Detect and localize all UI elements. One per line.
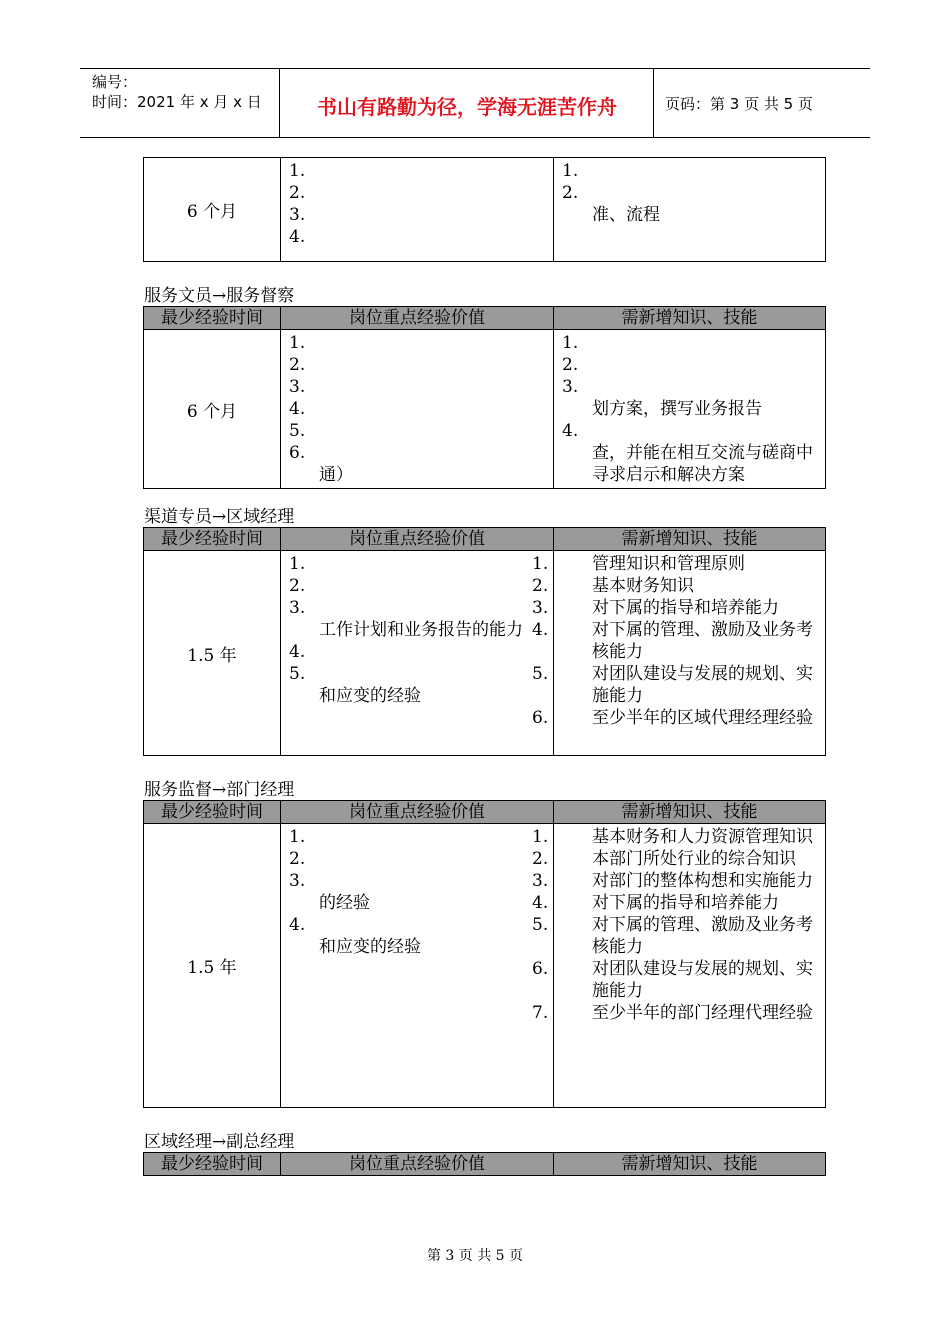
- value-cell: [281, 330, 554, 489]
- item-text: 对部门的整体构想和实施能力: [592, 871, 813, 891]
- item-number: 3.: [532, 598, 549, 618]
- list-item: [281, 892, 553, 914]
- list-item: [554, 376, 825, 398]
- item-text: 对下属的管理、激励及业务考核能力: [592, 915, 813, 957]
- skills-list: [532, 824, 825, 1026]
- item-number: 6.: [289, 443, 306, 463]
- list-item: [532, 553, 825, 575]
- item-text: 本部门所处行业的综合知识: [592, 849, 796, 869]
- skills-cell: [554, 158, 826, 262]
- value-cell: [281, 551, 554, 756]
- column-header: 岗位重点经验价值: [281, 307, 554, 330]
- list-item: [281, 575, 553, 597]
- list-item: [281, 420, 553, 442]
- list-item: [532, 663, 825, 707]
- list-item: [532, 1002, 825, 1024]
- list-item: [532, 870, 825, 892]
- list-item: [281, 641, 553, 663]
- time-cell: 1.5 年: [144, 551, 281, 756]
- list-item: [281, 826, 553, 848]
- list-item: [554, 398, 825, 420]
- list-item: [281, 182, 553, 204]
- date-line: 时间：2021 年 x 月 x 日: [92, 93, 262, 111]
- list-item: [281, 442, 553, 464]
- item-number: 3.: [289, 205, 306, 225]
- item-text: 基本财务知识: [592, 576, 694, 596]
- skills-list: [554, 330, 825, 488]
- list-item: [281, 226, 553, 248]
- item-number: 3.: [289, 871, 306, 891]
- list-item: [532, 914, 825, 958]
- list-item: [281, 464, 553, 486]
- item-text: 管理知识和管理原则: [592, 554, 745, 574]
- page-code: 页码：第 3 页 共 5 页: [665, 95, 813, 113]
- list-item: [532, 892, 825, 914]
- item-number: 1.: [289, 333, 306, 353]
- item-text: 对团队建设与发展的规划、实施能力: [592, 664, 813, 706]
- number-label: 编号：: [92, 73, 138, 91]
- list-item: [281, 204, 553, 226]
- list-item: [554, 332, 825, 354]
- list-item: [281, 619, 553, 641]
- item-number: 4.: [289, 399, 306, 419]
- section-title: 区域经理→副总经理: [144, 1132, 295, 1152]
- item-number: 5.: [532, 915, 549, 935]
- list-item: [554, 182, 825, 204]
- header-meta: [80, 69, 280, 137]
- value-list: [281, 330, 553, 488]
- column-header: 需新增知识、技能: [554, 528, 826, 551]
- item-number: 2.: [562, 355, 579, 375]
- value-cell: [281, 824, 554, 1108]
- item-number: 2.: [289, 849, 306, 869]
- item-number: 5.: [289, 664, 306, 684]
- item-number: 6.: [532, 959, 549, 979]
- column-header: 需新增知识、技能: [554, 1153, 826, 1176]
- item-number: 3.: [289, 377, 306, 397]
- column-header: 最少经验时间: [144, 307, 281, 330]
- item-number: 2.: [289, 576, 306, 596]
- item-number: 1.: [562, 161, 579, 181]
- value-cell: [281, 158, 554, 262]
- list-item: [281, 870, 553, 892]
- item-continuation: 工作计划和业务报告的能力: [319, 620, 523, 640]
- item-number: 1.: [562, 333, 579, 353]
- item-number: 4.: [289, 915, 306, 935]
- column-header: 最少经验时间: [144, 801, 281, 824]
- list-item: [281, 332, 553, 354]
- item-continuation: 和应变的经验: [319, 937, 421, 957]
- item-number: 2.: [532, 849, 549, 869]
- item-text: 对下属的指导和培养能力: [592, 893, 779, 913]
- item-number: 2.: [562, 183, 579, 203]
- time-cell: 6 个月: [144, 158, 281, 262]
- list-item: [281, 936, 553, 958]
- column-header: 需新增知识、技能: [554, 801, 826, 824]
- section-title: 渠道专员→区域经理: [144, 507, 295, 527]
- item-number: 3.: [289, 598, 306, 618]
- skills-cell: [554, 330, 826, 489]
- career-table: [143, 1152, 826, 1176]
- table-continued: [143, 157, 826, 262]
- item-number: 5.: [532, 664, 549, 684]
- column-header: 最少经验时间: [144, 528, 281, 551]
- item-text: 至少半年的区域代理经理经验: [592, 708, 813, 728]
- item-number: 1.: [289, 161, 306, 181]
- item-number: 7.: [532, 1003, 549, 1023]
- skills-list: [532, 551, 825, 731]
- time-cell: 6 个月: [144, 330, 281, 489]
- list-item: [532, 575, 825, 597]
- list-item: [281, 914, 553, 936]
- item-continuation: 的经验: [319, 893, 370, 913]
- item-continuation: 划方案，撰写业务报告: [592, 399, 762, 419]
- item-number: 2.: [289, 183, 306, 203]
- list-item: [532, 619, 825, 663]
- item-number: 1.: [532, 554, 549, 574]
- item-number: 2.: [289, 355, 306, 375]
- item-number: 4.: [532, 620, 549, 640]
- value-list: [281, 551, 553, 709]
- list-item: [554, 442, 825, 486]
- item-number: 3.: [562, 377, 579, 397]
- item-text: 至少半年的部门经理代理经验: [592, 1003, 813, 1023]
- list-item: [532, 597, 825, 619]
- header-motto: 书山有路勤为径，学海无涯苦作舟: [281, 69, 654, 137]
- item-continuation: 和应变的经验: [319, 686, 421, 706]
- item-number: 4.: [562, 421, 579, 441]
- column-header: 岗位重点经验价值: [281, 801, 554, 824]
- item-text: 基本财务和人力资源管理知识: [592, 827, 813, 847]
- list-item: [281, 663, 553, 685]
- list-item: [281, 160, 553, 182]
- list-item: [281, 376, 553, 398]
- list-item: [281, 685, 553, 707]
- item-number: 4.: [532, 893, 549, 913]
- list-item: [554, 204, 825, 226]
- item-number: 1.: [532, 827, 549, 847]
- item-number: 4.: [289, 642, 306, 662]
- item-text: 对下属的指导和培养能力: [592, 598, 779, 618]
- item-number: 3.: [532, 871, 549, 891]
- list-item: [554, 354, 825, 376]
- item-number: 1.: [289, 554, 306, 574]
- skills-cell: [532, 551, 826, 756]
- column-header: 岗位重点经验价值: [281, 528, 554, 551]
- item-continuation: 准、流程: [592, 205, 660, 225]
- section-title: 服务监督→部门经理: [144, 780, 295, 800]
- list-item: [554, 160, 825, 182]
- list-item: [281, 354, 553, 376]
- item-number: 1.: [289, 827, 306, 847]
- value-list: [281, 158, 553, 250]
- item-text: 对下属的管理、激励及业务考核能力: [592, 620, 813, 662]
- page-header: [80, 68, 870, 138]
- list-item: [281, 848, 553, 870]
- career-table: [143, 306, 826, 489]
- page-footer: 第 3 页 共 5 页: [426, 1248, 524, 1264]
- career-table: [143, 800, 826, 1108]
- list-item: [281, 597, 553, 619]
- list-item: [281, 553, 553, 575]
- column-header: 最少经验时间: [144, 1153, 281, 1176]
- list-item: [554, 420, 825, 442]
- section-title: 服务文员→服务督察: [144, 286, 295, 306]
- list-item: [532, 707, 825, 729]
- item-number: 5.: [289, 421, 306, 441]
- item-continuation: 查，并能在相互交流与磋商中寻求启示和解决方案: [592, 443, 813, 485]
- item-text: 对团队建设与发展的规划、实施能力: [592, 959, 813, 1001]
- item-number: 2.: [532, 576, 549, 596]
- column-header: 岗位重点经验价值: [281, 1153, 554, 1176]
- skills-cell: [532, 824, 826, 1108]
- column-header: 需新增知识、技能: [554, 307, 826, 330]
- list-item: [532, 958, 825, 1002]
- career-table: [143, 527, 826, 756]
- item-number: 4.: [289, 227, 306, 247]
- list-item: [532, 848, 825, 870]
- list-item: [281, 398, 553, 420]
- time-cell: 1.5 年: [144, 824, 281, 1108]
- item-continuation: 通）: [319, 465, 353, 485]
- skills-list: [554, 158, 825, 228]
- value-list: [281, 824, 553, 960]
- list-item: [532, 826, 825, 848]
- item-number: 6.: [532, 708, 549, 728]
